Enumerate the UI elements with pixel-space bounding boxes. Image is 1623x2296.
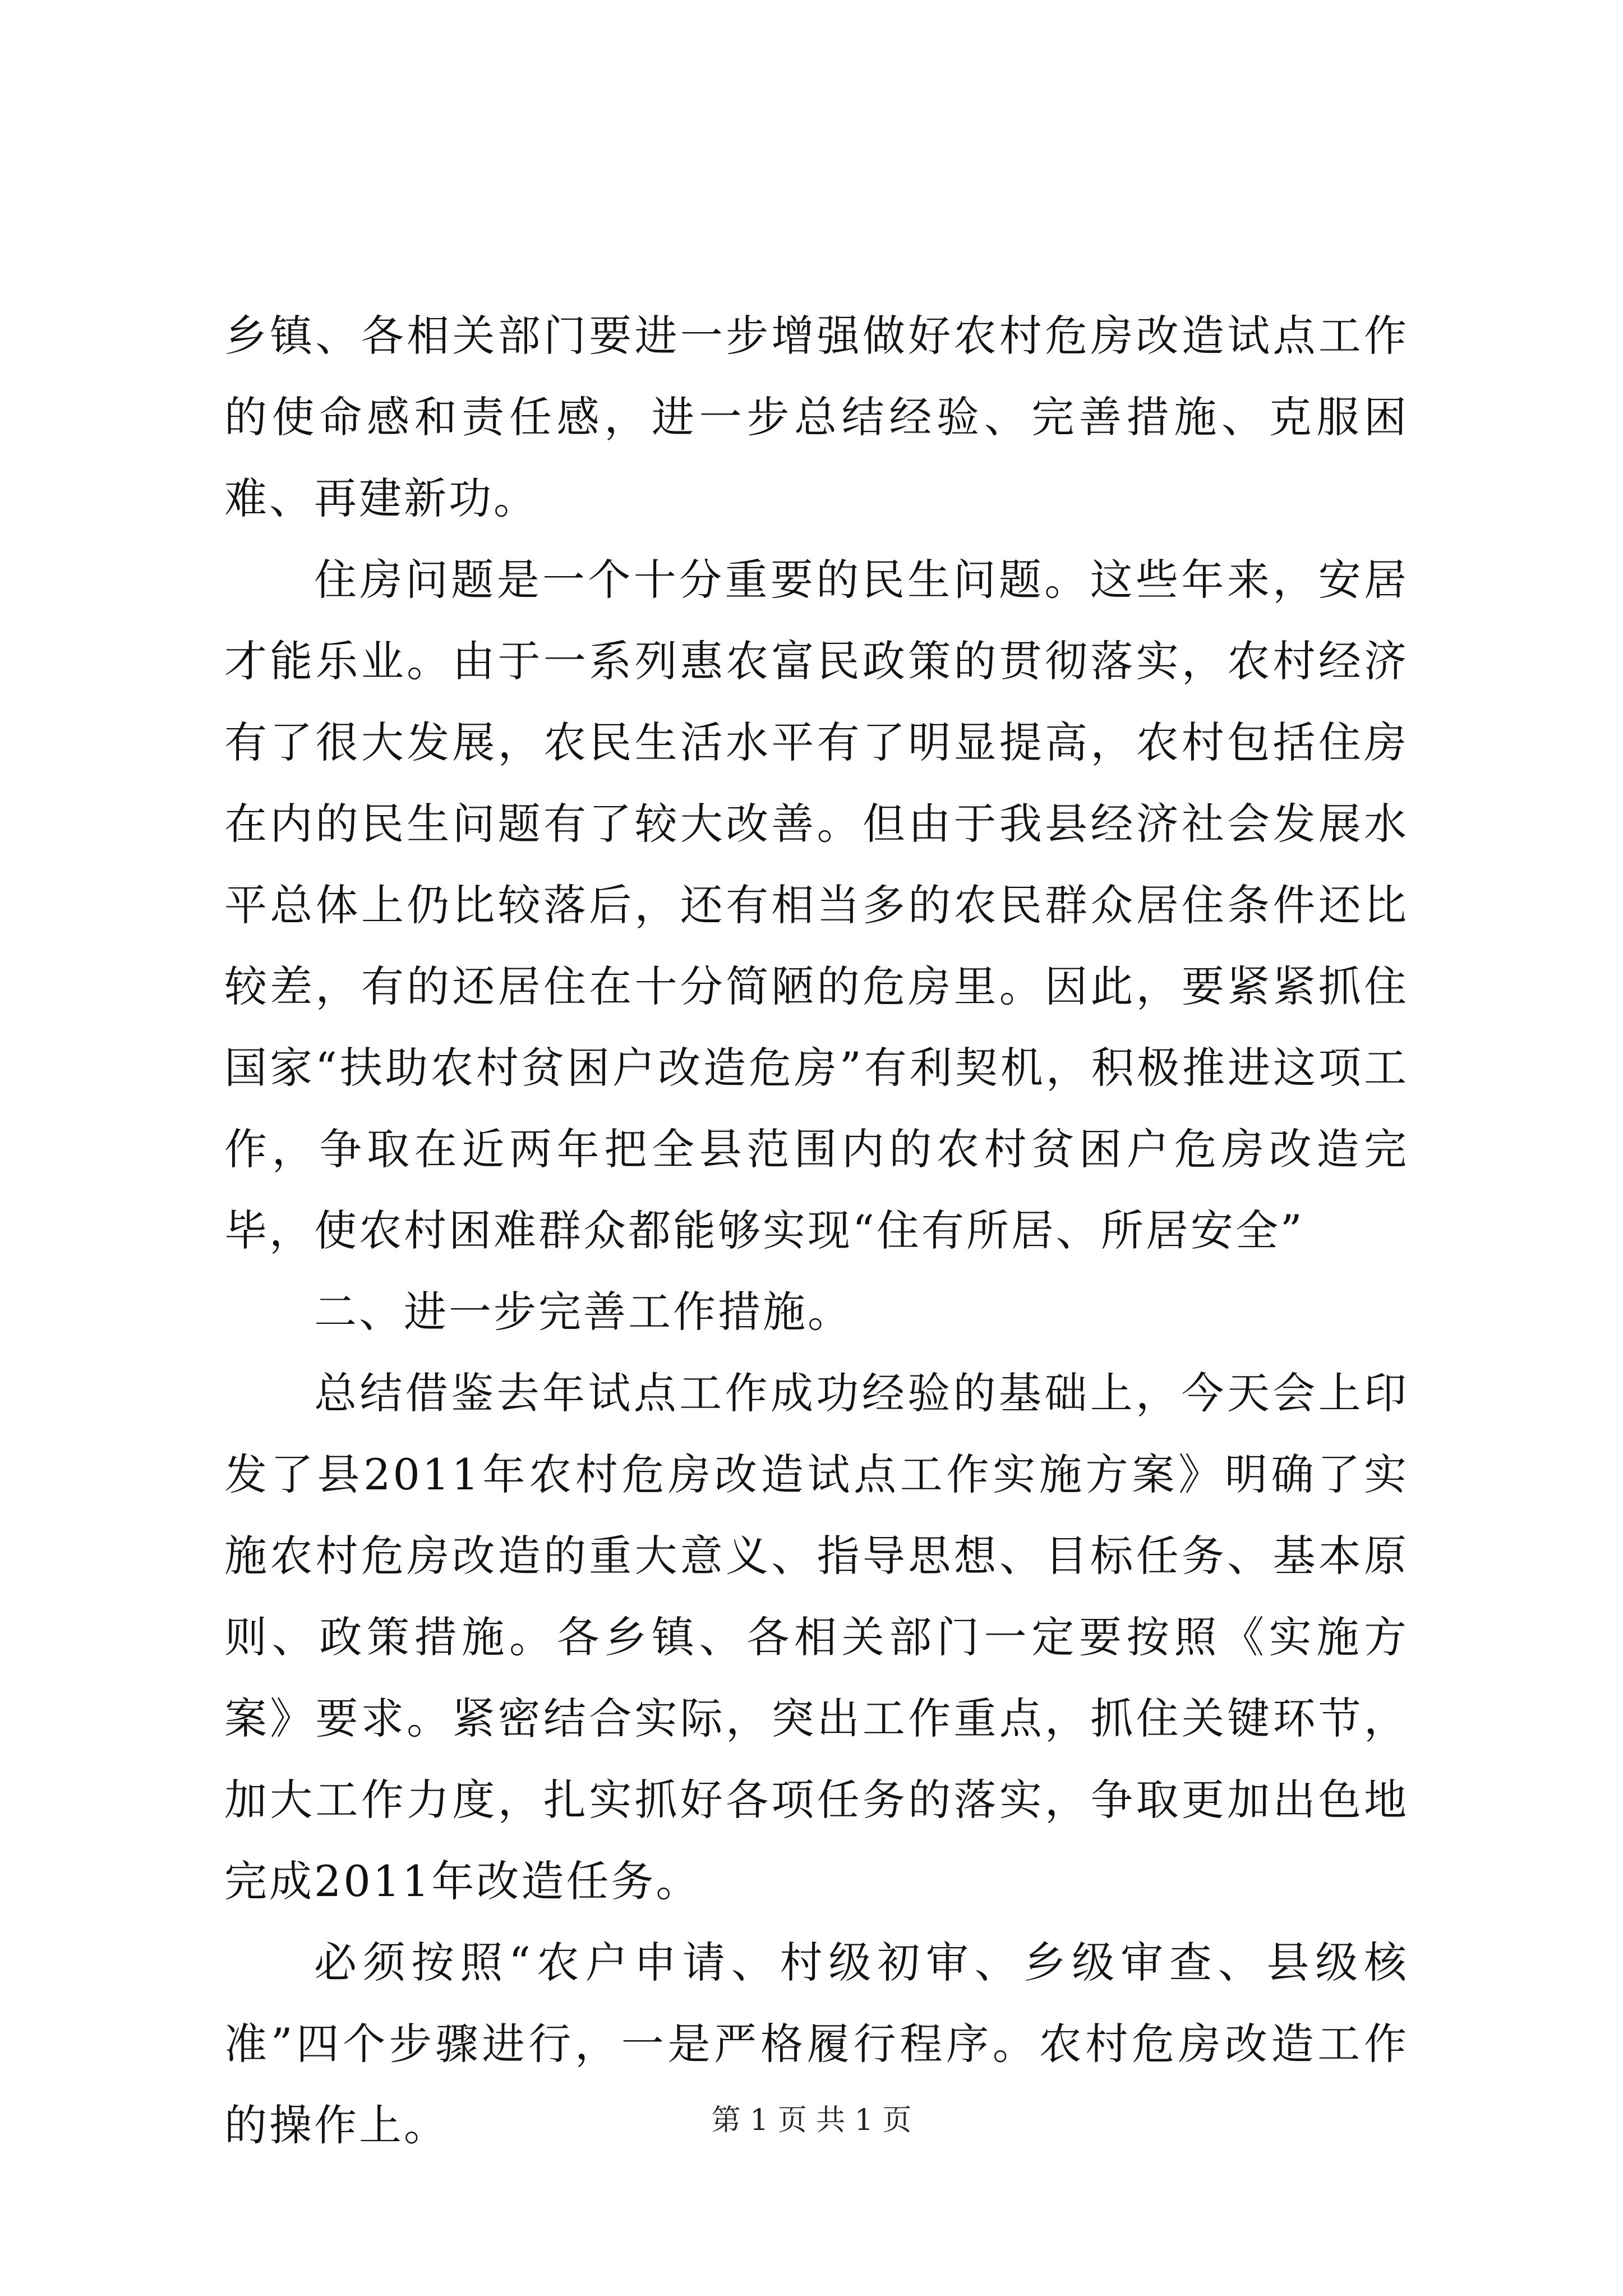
paragraph-procedure: 必须按照“农户申请、村级初审、乡级审查、县级核准”四个步骤进行，一是严格履行程序。农村危房改造工作的操作上。 bbox=[224, 1938, 1409, 2150]
section-heading-measures: 二、进一步完善工作措施。 bbox=[314, 1287, 852, 1337]
page-number: 第 1 页 共 1 页 bbox=[711, 2104, 912, 2137]
paragraph-continuation: 乡镇、各相关部门要进一步增强做好农村危房改造试点工作的使命感和责任感，进一步总结经验、完善措施、克服困难、再建新功。 bbox=[224, 311, 1409, 523]
paragraph-implementation-plan: 总结借鉴去年试点工作成功经验的基础上，今天会上印发了县2011年农村危房改造试点工作实施方案》明确了实施农村危房改造的重大意义、指导思想、目标任务、基本原则、政策措施。各乡镇、各相关部门一定要按照《实施方案》要求。紧密结合实际，突出工作重点，抓住关键环节，加大工作力度，扎实抓好各项任务的落实，争取更加出色地完成2011年改造任务。 bbox=[224, 1368, 1409, 1906]
paragraph-housing-issue: 住房问题是一个十分重要的民生问题。这些年来，安居才能乐业。由于一系列惠农富民政策的贯彻落实，农村经济有了很大发展，农民生活水平有了明显提高，农村包括住房在内的民生问题有了较大改善。但由于我县经济社会发展水平总体上仍比较落后，还有相当多的农民群众居住条件还比较差，有的还居住在十分简陋的危房里。因此，要紧紧抓住国家“扶助农村贫困户改造危房”有利契机，积极推进这项工作，争取在近两年把全县范围内的农村贫困户危房改造完毕，使农村困难群众都能够实现“住有所居、所居安全” bbox=[224, 555, 1409, 1255]
document-body bbox=[224, 295, 1409, 2166]
